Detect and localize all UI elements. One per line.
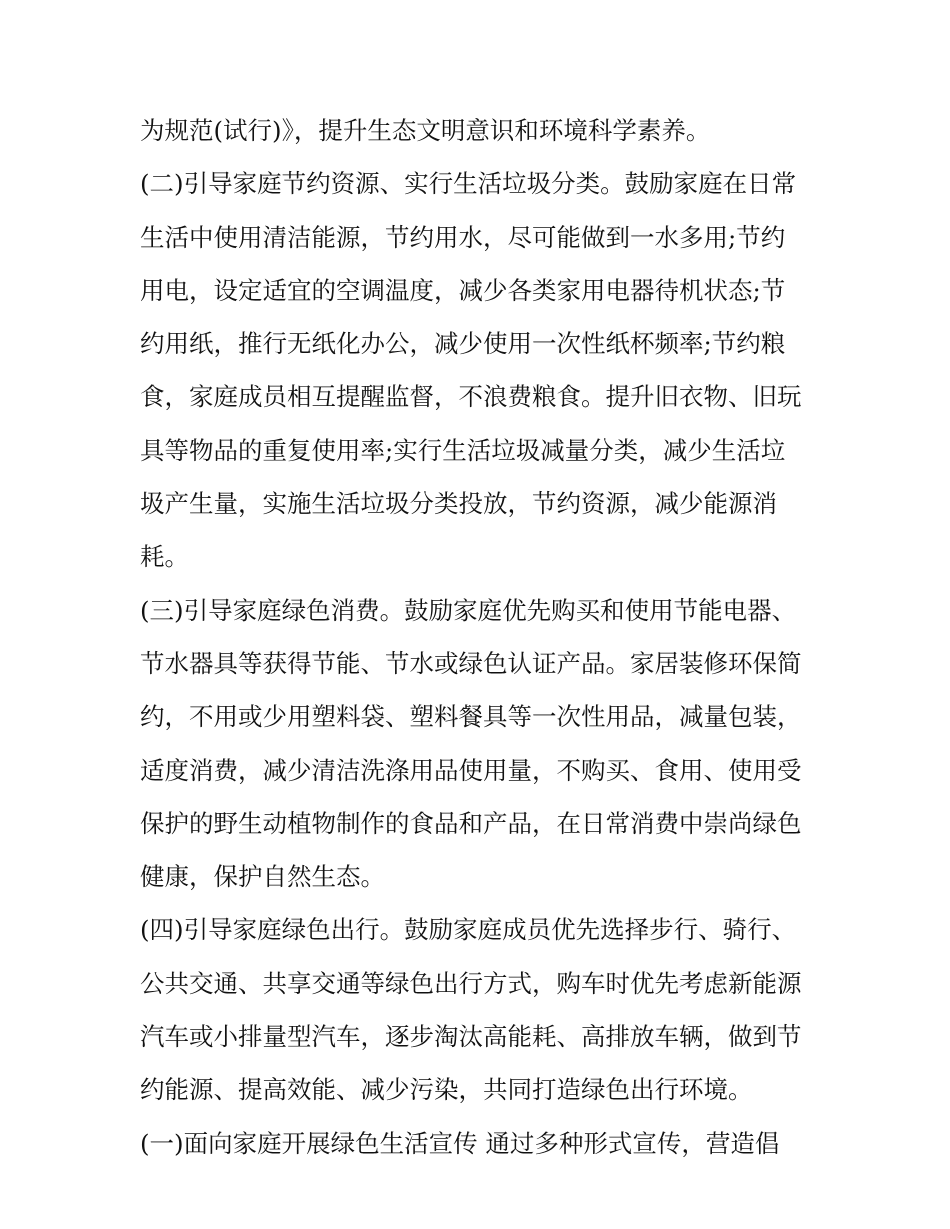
text-line: (三)引导家庭绿色消费。鼓励家庭优先购买和使用节能电器、	[140, 595, 797, 625]
text-line: 用电，设定适宜的空调温度，减少各类家用电器待机状态;节	[140, 275, 786, 305]
text-line: (四)引导家庭绿色出行。鼓励家庭成员优先选择步行、骑行、	[140, 915, 797, 945]
text-line: 健康，保护自然生态。	[140, 862, 385, 892]
text-line: 食，家庭成员相互提醒监督，不浪费粮食。提升旧衣物、旧玩	[140, 382, 802, 412]
text-line: 耗。	[140, 542, 189, 572]
text-line: 适度消费，减少清洁洗涤用品使用量，不购买、食用、使用受	[140, 755, 802, 785]
paragraph-green-consumption	[140, 584, 820, 904]
text-line: (一)面向家庭开展绿色生活宣传 通过多种形式宣传，营造倡	[140, 1128, 780, 1158]
paragraph-save-resources	[140, 157, 820, 583]
text-line: 约，不用或少用塑料袋、塑料餐具等一次性用品，减量包装，	[140, 702, 802, 732]
text-line: 圾产生量，实施生活垃圾分类投放，节约资源，减少能源消	[140, 489, 777, 519]
paragraph-green-travel	[140, 903, 820, 1116]
paragraph-continued-norms	[140, 104, 820, 157]
text-line: 生活中使用清洁能源，节约用水，尽可能做到一水多用;节约	[140, 222, 786, 252]
text-line: 节水器具等获得节能、节水或绿色认证产品。家居装修环保简	[140, 648, 802, 678]
paragraph-publicity	[140, 1117, 820, 1170]
document-body	[140, 104, 820, 1170]
text-line: 公共交通、共享交通等绿色出行方式，购车时优先考虑新能源	[140, 968, 802, 998]
text-line: (二)引导家庭节约资源、实行生活垃圾分类。鼓励家庭在日常	[140, 169, 797, 199]
text-line: 汽车或小排量型汽车，逐步淘汰高能耗、高排放车辆，做到节	[140, 1022, 802, 1052]
text-line: 具等物品的重复使用率;实行生活垃圾减量分类，减少生活垃	[140, 435, 786, 465]
text-line: 约用纸，推行无纸化办公，减少使用一次性纸杯频率;节约粮	[140, 329, 786, 359]
text-line: 保护的野生动植物制作的食品和产品，在日常消费中崇尚绿色	[140, 808, 802, 838]
text-line: 约能源、提高效能、减少污染，共同打造绿色出行环境。	[140, 1075, 753, 1105]
text-line: 为规范(试行)》，提升生态文明意识和环境科学素养。	[140, 116, 711, 145]
